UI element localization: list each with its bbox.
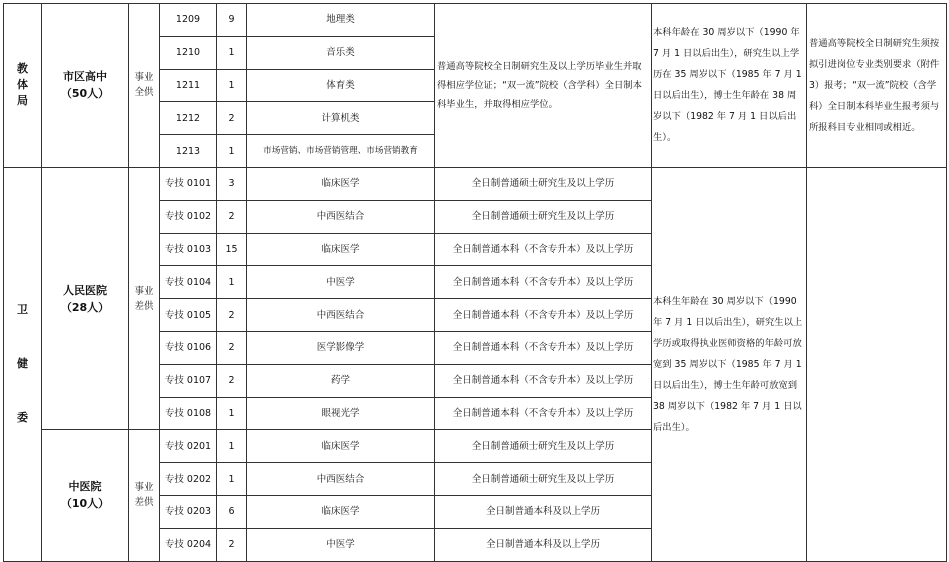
position-code: 专技 0108 [160, 397, 217, 430]
position-count: 1 [217, 69, 247, 102]
nature-cell: 事业 差供 [129, 430, 160, 561]
education-requirement: 全日制普通本科（不含专升本）及以上学历 [435, 266, 652, 299]
position-count: 2 [217, 299, 247, 332]
position-count: 2 [217, 331, 247, 364]
position-count: 1 [217, 430, 247, 463]
position-count: 2 [217, 364, 247, 397]
education-requirement: 全日制普通硕士研究生及以上学历 [435, 463, 652, 496]
position-major: 中西医结合 [247, 299, 435, 332]
position-major: 临床医学 [247, 430, 435, 463]
education-requirement: 全日制普通硕士研究生及以上学历 [435, 167, 652, 200]
nature-cell: 事业 全供 [129, 4, 160, 168]
position-code: 专技 0104 [160, 266, 217, 299]
position-major: 音乐类 [247, 36, 435, 69]
position-code: 专技 0101 [160, 167, 217, 200]
position-count: 2 [217, 200, 247, 233]
position-code: 专技 0201 [160, 430, 217, 463]
position-code: 专技 0102 [160, 200, 217, 233]
unit-cell-peoples-hospital: 人民医院 （28人） [42, 167, 129, 429]
position-major: 计算机类 [247, 102, 435, 135]
position-major: 药学 [247, 364, 435, 397]
position-major: 医学影像学 [247, 331, 435, 364]
position-major: 临床医学 [247, 233, 435, 266]
position-count: 15 [217, 233, 247, 266]
position-count: 3 [217, 167, 247, 200]
position-code: 专技 0204 [160, 528, 217, 561]
position-count: 2 [217, 102, 247, 135]
dept-cell-weijianwei: 卫 健 委 [4, 167, 42, 561]
position-count: 9 [217, 4, 247, 37]
position-code: 1211 [160, 69, 217, 102]
position-major: 地理类 [247, 4, 435, 37]
position-major: 中医学 [247, 266, 435, 299]
other-requirement: 普通高等院校全日制研究生须按拟引进岗位专业类别要求（附件3）报考；“双一流”院校（含学科）全日制本科毕业生报考须与所报科目专业相同或相近。 [807, 4, 947, 168]
age-requirement: 本科生年龄在 30 周岁以下（1990 年 7 月 1 日以后出生），研究生以上学历或取得执业医师资格的年龄可放宽到 35 周岁以下（1985 年 7 月 1 日以后出生），博士生年龄可放宽到 38 周岁以下（1982 年 7 月 1 日以后出生）。 [652, 167, 807, 561]
position-count: 1 [217, 463, 247, 496]
position-code: 1212 [160, 102, 217, 135]
position-major: 眼视光学 [247, 397, 435, 430]
education-requirement: 全日制普通硕士研究生及以上学历 [435, 430, 652, 463]
nature-cell: 事业 差供 [129, 167, 160, 429]
position-code: 专技 0107 [160, 364, 217, 397]
position-code: 专技 0202 [160, 463, 217, 496]
position-major: 市场营销、市场营销管理、市场营销教育 [247, 135, 435, 168]
education-requirement: 全日制普通本科（不含专升本）及以上学历 [435, 299, 652, 332]
position-count: 6 [217, 495, 247, 528]
position-code: 1213 [160, 135, 217, 168]
position-code: 1209 [160, 4, 217, 37]
recruitment-table [3, 3, 947, 562]
position-code: 专技 0103 [160, 233, 217, 266]
position-major: 临床医学 [247, 167, 435, 200]
position-code: 1210 [160, 36, 217, 69]
position-major: 中西医结合 [247, 463, 435, 496]
education-requirement: 全日制普通硕士研究生及以上学历 [435, 200, 652, 233]
position-major: 体育类 [247, 69, 435, 102]
position-count: 1 [217, 36, 247, 69]
position-major: 中医学 [247, 528, 435, 561]
age-requirement: 本科年龄在 30 周岁以下（1990 年 7 月 1 日以后出生），研究生以上学历在 35 周岁以下（1985 年 7 月 1 日以后出生），博士生年龄在 38 周岁以下（1982 年 7 月 1 日以后出生）。 [652, 4, 807, 168]
position-count: 1 [217, 266, 247, 299]
education-requirement: 全日制普通本科（不含专升本）及以上学历 [435, 233, 652, 266]
position-code: 专技 0105 [160, 299, 217, 332]
education-requirement: 全日制普通本科（不含专升本）及以上学历 [435, 331, 652, 364]
position-code: 专技 0106 [160, 331, 217, 364]
other-requirement-empty [807, 167, 947, 561]
education-requirement: 全日制普通本科及以上学历 [435, 528, 652, 561]
table-row [4, 167, 947, 200]
position-count: 2 [217, 528, 247, 561]
position-code: 专技 0203 [160, 495, 217, 528]
position-major: 中西医结合 [247, 200, 435, 233]
table-row [4, 4, 947, 37]
position-count: 1 [217, 397, 247, 430]
unit-cell-city-high-school: 市区高中 （50人） [42, 4, 129, 168]
unit-cell-tcm-hospital: 中医院 （10人） [42, 430, 129, 561]
education-requirement: 普通高等院校全日制研究生及以上学历毕业生并取得相应学位证；“双一流”院校（含学科）全日制本科毕业生，并取得相应学位。 [435, 4, 652, 168]
dept-cell-jiaotiju: 教 体 局 [4, 4, 42, 168]
position-count: 1 [217, 135, 247, 168]
education-requirement: 全日制普通本科及以上学历 [435, 495, 652, 528]
position-major: 临床医学 [247, 495, 435, 528]
education-requirement: 全日制普通本科（不含专升本）及以上学历 [435, 364, 652, 397]
education-requirement: 全日制普通本科（不含专升本）及以上学历 [435, 397, 652, 430]
